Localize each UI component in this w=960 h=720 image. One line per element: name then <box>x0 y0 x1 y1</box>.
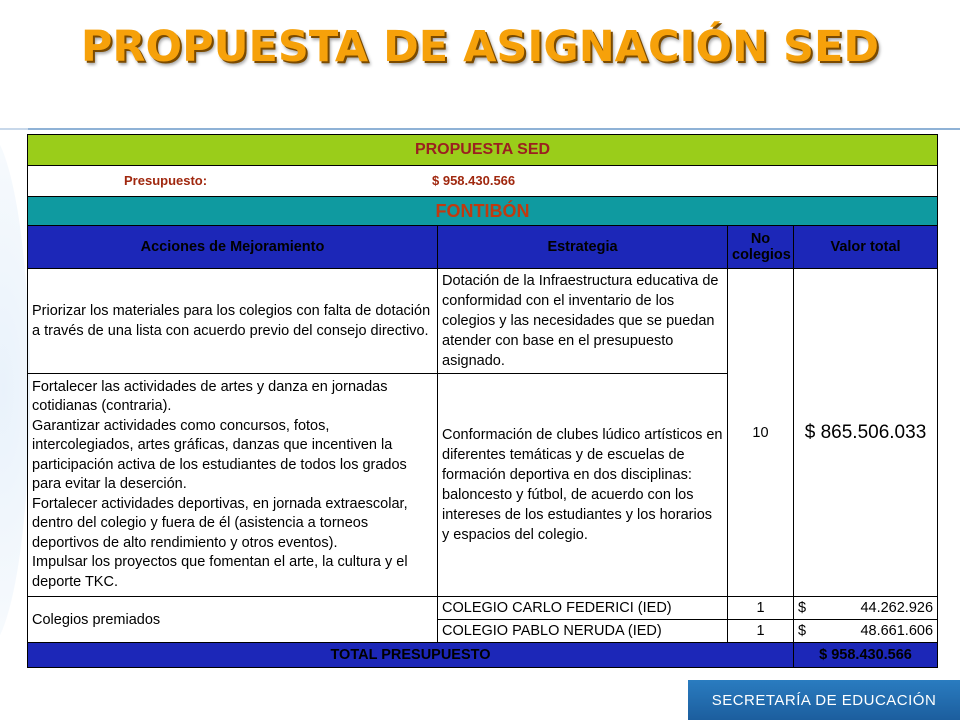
page-title: PROPUESTA DE ASIGNACIÓN SED <box>80 22 880 72</box>
title-divider <box>28 128 960 130</box>
currency-symbol: $ <box>798 600 807 616</box>
footer-brand: SECRETARÍA DE EDUCACIÓN <box>711 691 937 709</box>
total-row <box>28 643 938 668</box>
table-row <box>28 597 938 620</box>
budget-row <box>28 166 938 197</box>
header-estrategia: Estrategia <box>438 226 728 269</box>
table-row <box>28 269 938 374</box>
budget-table <box>27 134 938 668</box>
premiado-valor: 44.262.926 <box>860 600 934 616</box>
premiado-valor: 48.661.606 <box>860 623 934 639</box>
footer-brand-bar <box>688 680 960 720</box>
premiado-colegio: COLEGIO PABLO NERUDA (IED) <box>438 620 728 643</box>
section-title: PROPUESTA SED <box>28 135 938 166</box>
currency-symbol: $ <box>798 623 807 639</box>
header-valor-total: Valor total <box>794 226 938 269</box>
budget-value: $ 958.430.566 <box>432 173 516 188</box>
locality-name: FONTIBÓN <box>28 197 938 226</box>
section-title-row <box>28 135 938 166</box>
valor-merged: $ 865.506.033 <box>794 269 938 597</box>
header-acciones: Acciones de Mejoramiento <box>28 226 438 269</box>
estrategia-cell: Dotación de la Infraestructura educativa de conformidad con el inventario de los colegios y las necesidades que se puedan atender con base en el presupuesto asignado. <box>438 269 728 374</box>
premiado-no: 1 <box>728 597 794 620</box>
premiado-no: 1 <box>728 620 794 643</box>
no-colegios-merged: 10 <box>728 269 794 597</box>
premiados-label: Colegios premiados <box>28 597 438 643</box>
locality-row <box>28 197 938 226</box>
premiado-colegio: COLEGIO CARLO FEDERICI (IED) <box>438 597 728 620</box>
accion-cell: Fortalecer las actividades de artes y danza en jornadas cotidianas (contraria). Garantizar actividades como concursos, fotos, intercolegiados, artes gráficas, danzas que incentiven la participación activa de los estudiantes de todos los grados para evitar la deserción. Fortalecer actividades deportivas, en jornada extraescolar, dentro del colegio y fuera de él (asistencia a torneos deportivos de alto rendimiento y otros eventos). Impulsar los proyectos que fomentan el arte, la cultura y el deporte TKC. <box>28 374 438 597</box>
header-no-colegios: No colegios <box>728 226 794 269</box>
budget-label: Presupuesto: <box>124 173 208 188</box>
background-arc <box>0 130 30 650</box>
estrategia-cell: Conformación de clubes lúdico artísticos en diferentes temáticas y de escuelas de formación deportiva en dos disciplinas: baloncesto y fútbol, de acuerdo con los intereses de los estudiantes y los horarios y espacios del colegio. <box>438 374 728 597</box>
total-value: $ 958.430.566 <box>794 643 938 668</box>
total-label: TOTAL PRESUPUESTO <box>28 643 794 668</box>
accion-cell: Priorizar los materiales para los colegios con falta de dotación a través de una lista con acuerdo previo del consejo directivo. <box>28 269 438 374</box>
header-row <box>28 226 938 269</box>
